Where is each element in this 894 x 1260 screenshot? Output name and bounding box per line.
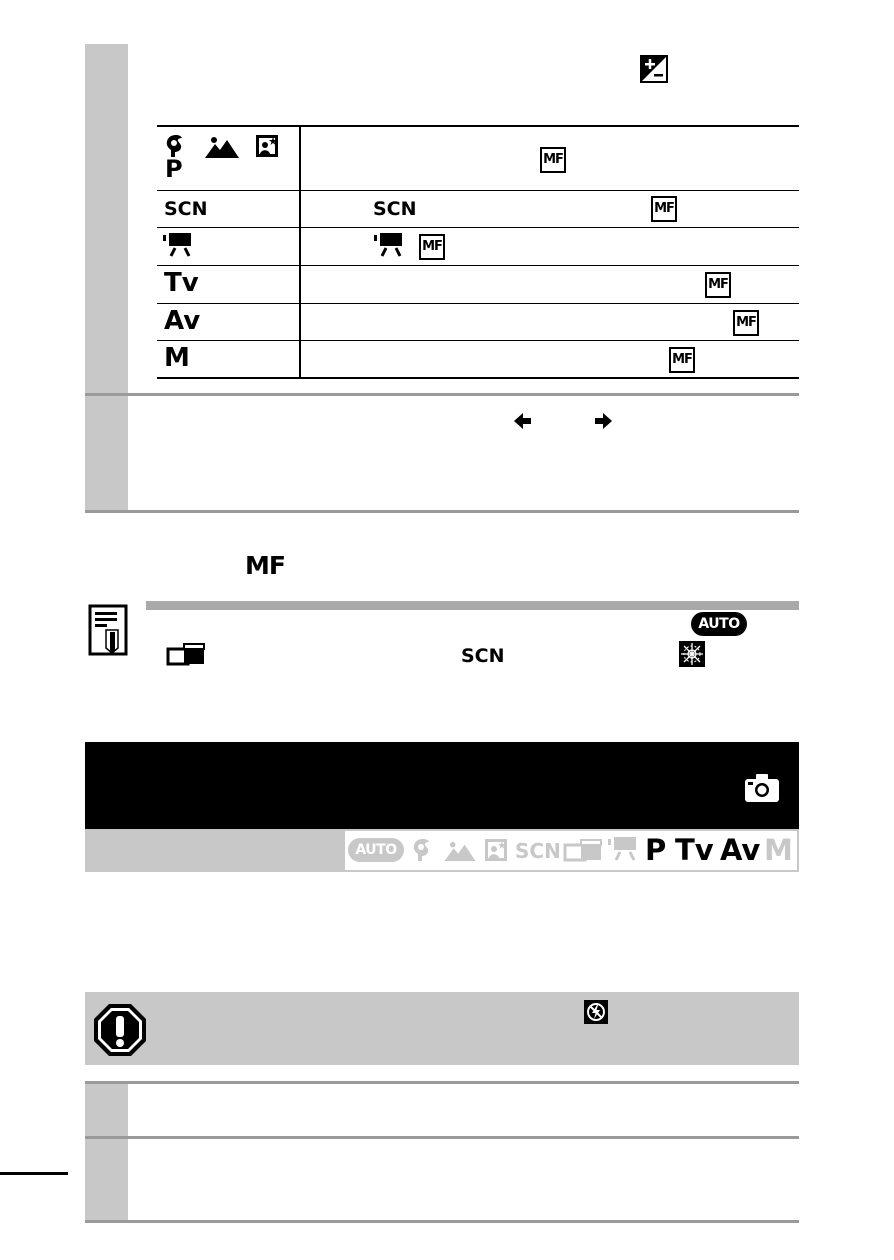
- exposure-compensation-icon: [640, 55, 668, 83]
- note-top-rule: [146, 601, 799, 610]
- step-divider: [85, 1081, 799, 1084]
- step-1-number-column: [85, 1084, 128, 1136]
- left-arrow-icon: [514, 412, 532, 430]
- landscape-mode-icon: [205, 136, 239, 158]
- camera-icon: [745, 774, 779, 802]
- manual-focus-icon: MF: [669, 347, 695, 373]
- night-scene-mode-icon: [483, 837, 509, 863]
- program-mode-icon: P: [645, 833, 667, 867]
- scene-mode-inline-label: SCN: [373, 198, 417, 220]
- movie-mode-icon: [163, 233, 193, 257]
- note-icon: [88, 604, 130, 656]
- manual-mode-label: M: [164, 343, 190, 373]
- table-top-border: [157, 125, 799, 127]
- stitch-assist-icon: [563, 837, 603, 863]
- step-divider: [85, 393, 799, 396]
- scene-mode-label: SCN: [164, 198, 208, 220]
- auto-mode-badge: [691, 612, 747, 636]
- table-row-divider: [157, 190, 799, 191]
- manual-focus-icon: MF: [651, 196, 677, 222]
- manual-focus-label: MF: [245, 551, 285, 580]
- movie-mode-icon: [374, 233, 404, 257]
- step-1-number-column: [85, 44, 128, 394]
- auto-mode-icon-label: AUTO: [355, 842, 397, 858]
- scene-mode-icon: SCN: [515, 839, 561, 863]
- page-edge-marker: [0, 1172, 68, 1175]
- manual-focus-icon: MF: [419, 234, 445, 260]
- table-row-divider: [157, 265, 799, 266]
- right-arrow-icon: [594, 412, 612, 430]
- table-row-divider: [157, 340, 799, 341]
- fireworks-scene-icon: [679, 641, 705, 667]
- manual-focus-icon: MF: [733, 310, 759, 336]
- caution-icon: [93, 1003, 147, 1057]
- step-bottom-divider: [85, 1220, 799, 1223]
- step-2-number-column: [85, 1139, 128, 1220]
- step-2-number-column: [85, 396, 128, 510]
- manual-mode-icon: M: [764, 833, 793, 867]
- stitch-assist-icon: [166, 641, 206, 667]
- aperture-priority-mode-icon: Av: [720, 833, 761, 867]
- night-scene-mode-icon: [254, 133, 280, 159]
- aperture-priority-mode-label: Av: [164, 306, 201, 336]
- table-bottom-border: [157, 377, 799, 379]
- flash-off-icon: [584, 1000, 608, 1024]
- portrait-mode-icon: [410, 836, 436, 864]
- table-row-divider: [157, 227, 799, 228]
- section-header-bar: [85, 742, 799, 829]
- shutter-priority-mode-label: Tv: [164, 268, 199, 298]
- step-divider: [85, 1136, 799, 1139]
- landscape-mode-icon: [444, 841, 476, 861]
- caution-box: [85, 992, 799, 1065]
- table-row-divider: [157, 303, 799, 304]
- shutter-priority-mode-icon: Tv: [675, 833, 714, 867]
- movie-mode-icon: [608, 837, 638, 861]
- manual-focus-icon: MF: [540, 147, 566, 173]
- manual-focus-icon: MF: [705, 272, 731, 298]
- scene-mode-inline-label: SCN: [461, 645, 505, 667]
- auto-mode-badge-label: AUTO: [698, 616, 740, 632]
- program-mode-label: P: [165, 155, 183, 183]
- auto-mode-icon: [348, 838, 404, 862]
- step-bottom-divider: [85, 510, 799, 513]
